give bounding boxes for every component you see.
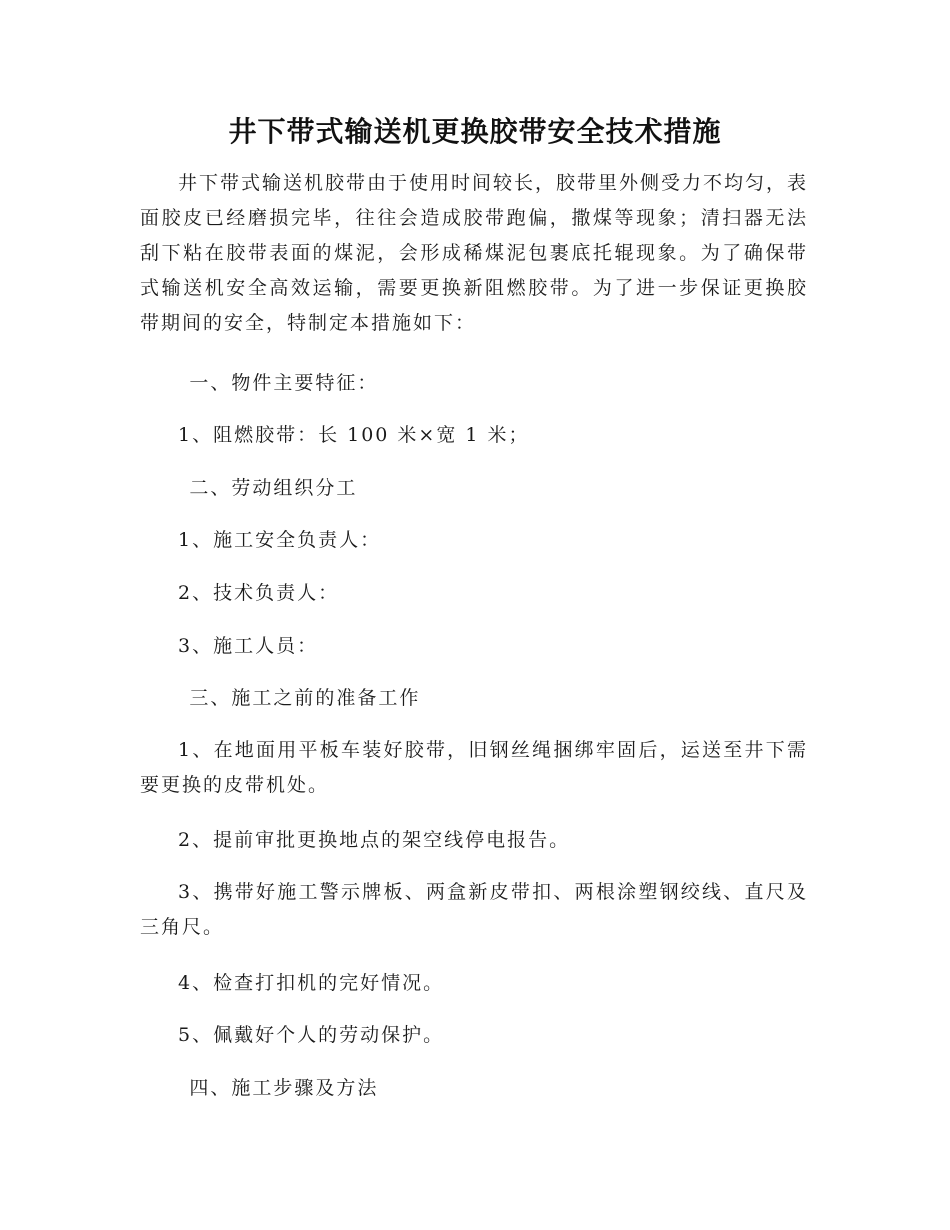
section-3-item-3: 3、携带好施工警示牌板、两盒新皮带扣、两根涂塑钢绞线、直尺及三角尺。 — [140, 881, 808, 938]
section-3-item-2: 2、提前审批更换地点的架空线停电报告。 — [178, 829, 571, 851]
intro-paragraph: 井下带式输送机胶带由于使用时间较长，胶带里外侧受力不均匀，表面胶皮已经磨损完毕，往往会造成胶带跑偏，撒煤等现象；清扫器无法刮下粘在胶带表面的煤泥，会形成稀煤泥包裹底托辊现象。为了确保带式输送机安全高效运输，需要更换新阻燃胶带。为了进一步保证更换胶带期间的安全，特制定本措施如下： — [140, 172, 809, 334]
section-3-item-1: 1、在地面用平板车装好胶带，旧钢丝绳捆绑牢固后，运送至井下需要更换的皮带机处。 — [140, 739, 808, 796]
document-title: 井下带式输送机更换胶带安全技术措施 — [228, 115, 722, 148]
section-heading-2: 二、劳动组织分工 — [189, 477, 358, 499]
section-heading-3: 三、施工之前的准备工作 — [189, 687, 421, 709]
section-2-item-1: 1、施工安全负责人： — [178, 529, 382, 551]
section-heading-1: 一、物件主要特征： — [189, 372, 379, 394]
section-heading-4: 四、施工步骤及方法 — [189, 1077, 379, 1099]
section-2-item-2: 2、技术负责人： — [178, 582, 340, 604]
section-3-item-4: 4、检查打扣机的完好情况。 — [178, 972, 445, 994]
section-2-item-3: 3、施工人员： — [178, 635, 319, 657]
section-1-item-1: 1、阻燃胶带：长 100 米×宽 1 米； — [178, 424, 530, 446]
section-3-item-5: 5、佩戴好个人的劳动保护。 — [178, 1024, 445, 1046]
